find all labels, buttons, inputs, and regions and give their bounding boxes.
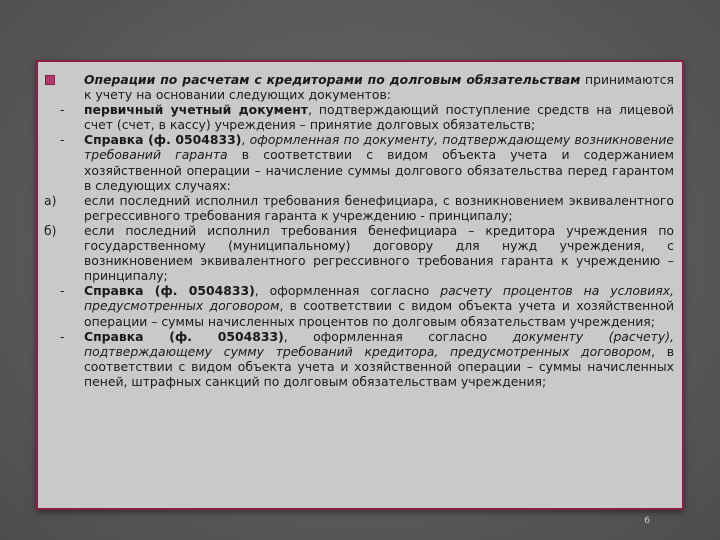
text-run: в соответствии с видом объекта учета и содержанием хозяйственной операции – начисление суммы долгового обязательства перед гарантом в следующих случаях: [84,147,674,193]
text-run: если последний исполнил требования бенефициара – кредитора учреждения по государственному (муниципальному) договору для нужд учреждения, с возникновением эквивалентного регрессивного требования гаранта к учреждению – принципалу; [84,222,674,284]
list-marker: - [60,102,65,118]
text-run: Справка (ф. 0504833) [84,328,284,344]
text-run: первичный учетный документ [84,102,308,118]
text-run: , [241,132,250,148]
text-run: Операции по расчетам с кредиторами по долговым обязательствам [84,72,581,87]
list-item [44,283,674,328]
list-item [44,223,674,283]
square-bullet-icon [45,75,55,85]
text-run: , оформленная согласно [283,328,513,344]
list-marker: - [60,283,65,299]
text-run: расчету процентов на условиях, предусмотренных договором [84,283,674,314]
document-text [44,72,674,389]
text-run: , подтверждающий поступление средств на лицевой счет (счет, в кассу) учреждения – принятие долговых обязательств; [84,102,674,133]
list-item [44,72,674,102]
text-run: , в соответствии с видом объекта учета и хозяйственной операции – суммы начисленных пеней, штрафных санкций по долговым обязательствам учреждения; [84,343,674,389]
text-run: , в соответствии с видом объекта учета и хозяйственной операции – суммы начисленных процентов по долговым обязательствам учреждения; [84,298,674,329]
list-marker: - [60,132,65,148]
page-number: 6 [644,516,650,526]
list-item [44,102,674,132]
list-marker: - [60,328,65,344]
text-run: документу (расчету), подтверждающему сумму требований кредитора, предусмотренных договором [84,328,674,359]
square-bullet-icon [44,72,84,88]
text-run: оформленная по документу, подтверждающему возникновение требований гаранта [84,132,674,163]
list-marker: б) [44,222,57,238]
content-panel [36,60,684,510]
text-run: Справка (ф. 0504833) [84,132,242,148]
list-item [44,329,674,389]
text-run: если последний исполнил требования бенефициара, с возникновением эквивалентного регрессивного требования гаранта к учреждению - принципалу; [84,192,674,223]
list-item [44,193,674,223]
text-run: , оформленная согласно [254,283,441,299]
list-item [44,132,674,192]
text-run: Справка (ф. 0504833) [84,283,255,299]
text-run: принимаются к учету на основании следующих документов: [84,72,674,103]
list-marker: а) [44,192,57,208]
